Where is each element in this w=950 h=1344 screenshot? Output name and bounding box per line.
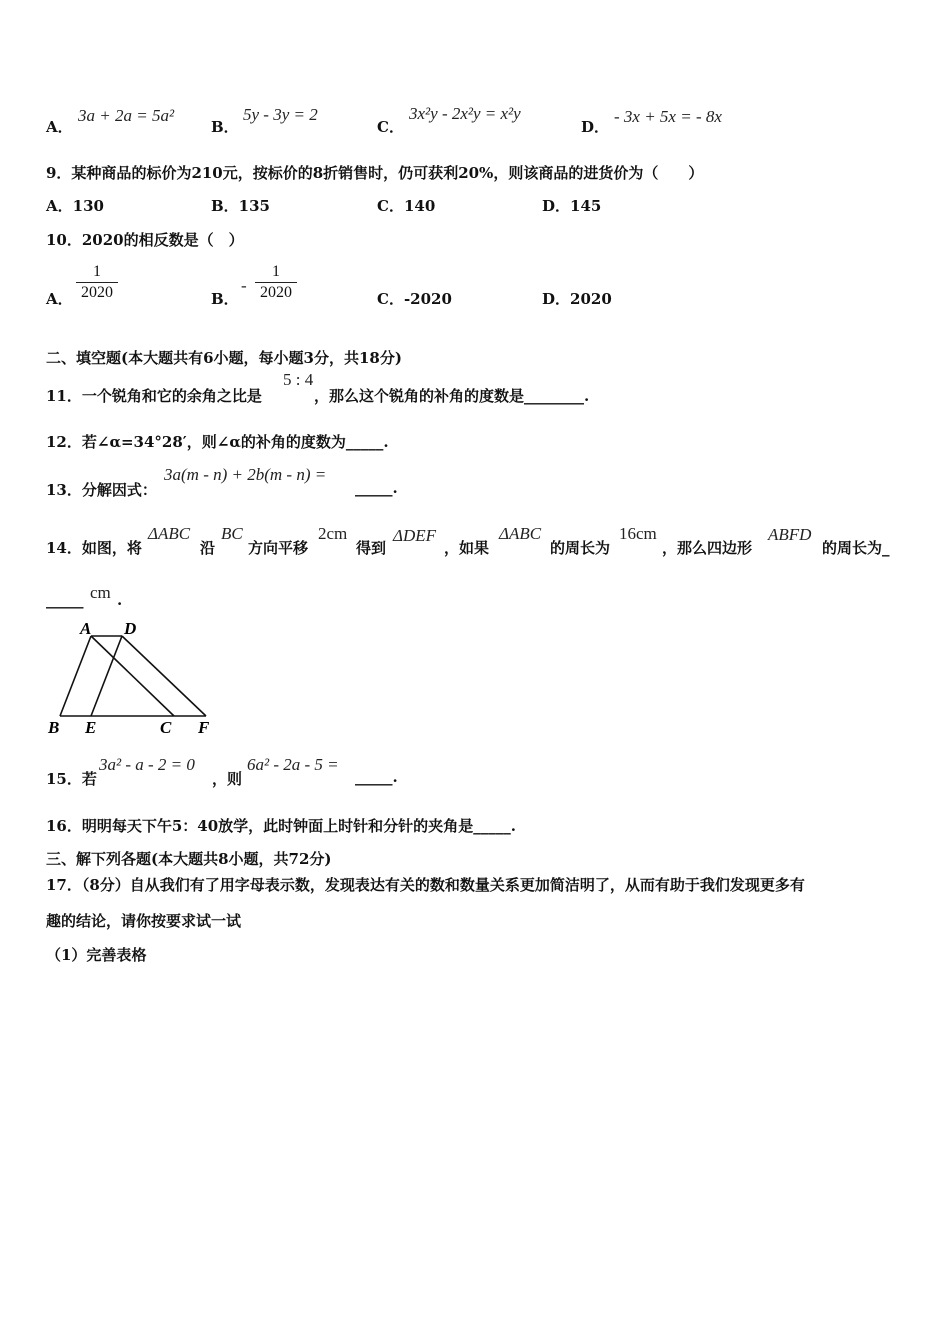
figure-segment-ab bbox=[60, 636, 91, 716]
q8-option-d-expr: - 3x + 5x = - 8x bbox=[614, 107, 722, 126]
q8-option-d-label: D． bbox=[581, 118, 610, 136]
figure-label-a: A bbox=[80, 619, 92, 638]
q10-option-a-fraction bbox=[76, 263, 118, 302]
q15-text-3: _____. bbox=[355, 768, 398, 786]
q15-math-1: 3a² - a - 2 = 0 bbox=[99, 755, 195, 774]
q9-stem: 9．某种商品的标价为210元，按标价的8折销售时，仍可获利20%，则该商品的进货价为（ ） bbox=[46, 164, 704, 182]
q9-option-d: D．145 bbox=[542, 197, 602, 215]
q12-text: 12．若∠α=34°28′，则∠α的补角的度数为_____. bbox=[46, 433, 389, 451]
q14-math-2cm: 2cm bbox=[318, 524, 348, 543]
q8-option-b-expr: 5y - 3y = 2 bbox=[243, 105, 318, 124]
q14-text-6: 的周长为 bbox=[550, 539, 611, 557]
q10-option-b-denominator: 2020 bbox=[260, 284, 292, 301]
q14-math-abc-2: ΔABC bbox=[499, 524, 542, 543]
q14-math-def: ΔDEF bbox=[393, 526, 437, 545]
q10-option-d: D．2020 bbox=[542, 290, 612, 308]
q13-suffix: _____. bbox=[355, 479, 398, 497]
q14-text-2: 沿 bbox=[200, 539, 216, 557]
q15-text-2: ，则 bbox=[212, 770, 243, 788]
figure-label-e: E bbox=[85, 718, 97, 737]
section-3-heading: 三、解下列各题(本大题共8小题，共72分) bbox=[46, 850, 332, 868]
q13-prefix: 13．分解因式： bbox=[46, 481, 157, 499]
q8-option-a-label: A． bbox=[46, 118, 73, 136]
section-2-heading: 二、填空题(本大题共有6小题，每小题3分，共18分) bbox=[46, 349, 402, 367]
q11-prefix: 11．一个锐角和它的余角之比是 bbox=[46, 387, 262, 405]
q10-option-a-denominator: 2020 bbox=[81, 284, 113, 301]
q14-math-16cm: 16cm bbox=[619, 524, 657, 543]
q14-line2-blank: _____ bbox=[46, 591, 84, 609]
figure-label-b: B bbox=[48, 718, 60, 737]
q11-ratio: 5 : 4 bbox=[283, 370, 314, 389]
q17-line-1: 17．（8分）自从我们有了用字母表示数，发现表达有关的数和数量关系更加简洁明了，从而有助于我们发现更多有 bbox=[46, 876, 805, 894]
q14-line2-end: . bbox=[117, 591, 123, 609]
q14-math-abc: ΔABC bbox=[148, 524, 191, 543]
q10-option-b-numerator: 1 bbox=[272, 263, 280, 280]
q14-text-1: 14．如图，将 bbox=[46, 539, 142, 557]
q10-option-b-label: B． bbox=[211, 290, 239, 308]
q17-part-1: （1）完善表格 bbox=[46, 946, 147, 964]
q14-text-3: 方向平移 bbox=[248, 539, 309, 557]
q9-option-a: A．130 bbox=[46, 197, 104, 215]
q14-text-8: 的周长为_ bbox=[822, 539, 890, 557]
q8-option-b-label: B． bbox=[211, 118, 239, 136]
q13-expr: 3a(m - n) + 2b(m - n) = bbox=[164, 465, 327, 484]
figure-segment-ac bbox=[91, 636, 174, 716]
figure-label-c: C bbox=[160, 718, 172, 737]
translation-figure bbox=[40, 615, 220, 740]
q14-line2-unit: cm bbox=[90, 583, 111, 602]
figure-label-d: D bbox=[124, 619, 137, 638]
figure-label-f: F bbox=[198, 718, 210, 737]
q10-option-c: C．-2020 bbox=[377, 290, 452, 308]
q15-math-2: 6a² - 2a - 5 = bbox=[247, 755, 339, 774]
q8-option-c-label: C． bbox=[377, 118, 404, 136]
q15-text-1: 15．若 bbox=[46, 770, 97, 788]
q9-option-b: B．135 bbox=[211, 197, 270, 215]
q17-line-2: 趣的结论，请你按要求试一试 bbox=[46, 912, 242, 930]
q11-suffix: ，那么这个锐角的补角的度数是________. bbox=[314, 387, 590, 405]
q9-option-c: C．140 bbox=[377, 197, 436, 215]
figure-segment-de bbox=[91, 636, 122, 716]
q14-text-5: ，如果 bbox=[444, 539, 490, 557]
q10-option-a-numerator: 1 bbox=[93, 263, 101, 280]
q10-option-b-fraction bbox=[255, 263, 297, 302]
q14-math-bc: BC bbox=[221, 524, 243, 543]
q10-option-b-sign: - bbox=[241, 276, 247, 295]
q14-text-4: 得到 bbox=[356, 539, 387, 557]
q14-math-abfd: ABFD bbox=[768, 525, 812, 544]
q8-option-a-expr: 3a + 2a = 5a² bbox=[78, 106, 175, 125]
q14-text-7: ，那么四边形 bbox=[662, 539, 753, 557]
q10-stem: 10．2020的相反数是（ ） bbox=[46, 231, 244, 249]
q8-option-c-expr: 3x²y - 2x²y = x²y bbox=[409, 104, 521, 123]
figure-segment-df bbox=[122, 636, 206, 716]
q10-option-a-label: A． bbox=[46, 290, 73, 308]
q16-text: 16．明明每天下午5：40放学，此时钟面上时针和分针的夹角是_____. bbox=[46, 817, 516, 835]
